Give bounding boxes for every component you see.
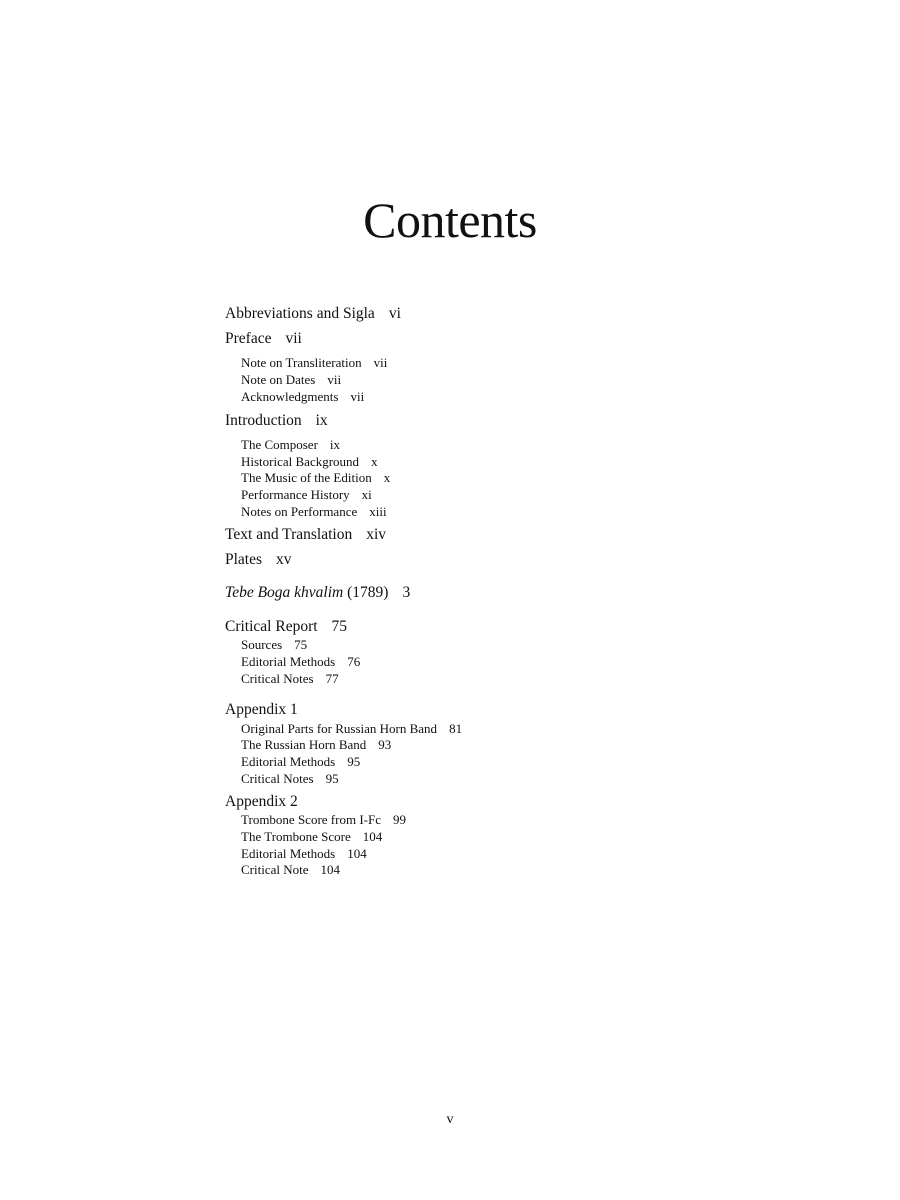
page-number: v (446, 1112, 454, 1127)
toc-entry-page: xiv (366, 526, 387, 543)
toc-subentry-title: Performance History (241, 487, 350, 502)
toc-subentry[interactable] (241, 354, 387, 371)
toc-entry-title: Plates (225, 551, 263, 568)
toc-subentry-page: x (383, 470, 391, 485)
toc-subentry-page: 104 (347, 846, 367, 861)
toc-subentry-title: Critical Note (241, 862, 309, 877)
toc-subentry[interactable] (241, 753, 360, 770)
toc-subentry-page: x (371, 454, 378, 469)
toc-subentry-title: Note on Dates (241, 372, 316, 387)
toc-entry-page: vii (285, 330, 302, 347)
toc-subentry-page: vii (350, 389, 365, 404)
toc-subentry[interactable] (241, 436, 340, 453)
toc-subentry-title: Trombone Score from I-Fc (241, 812, 381, 827)
toc-subentry-page: 81 (449, 721, 463, 736)
toc-subentry[interactable] (241, 670, 339, 687)
toc-subentry-title: The Russian Horn Band (241, 737, 367, 752)
toc-entry-appendix-1[interactable] (225, 700, 298, 720)
toc-subentry-title: Critical Notes (241, 771, 314, 786)
toc-subentry[interactable] (241, 811, 406, 828)
toc-entry-page: 75 (331, 618, 348, 635)
toc-entry-title: Abbreviations and Sigla (225, 305, 375, 322)
toc-subentry[interactable] (241, 770, 339, 787)
toc-subentry-page: 104 (362, 829, 383, 844)
toc-entry-page: 3 (402, 584, 411, 601)
toc-entry-title: Introduction (225, 412, 302, 429)
toc-entry-introduction[interactable] (225, 411, 328, 431)
toc-subentry-page: 93 (378, 737, 392, 752)
toc-subentry[interactable] (241, 453, 378, 470)
toc-subentry[interactable] (241, 371, 341, 388)
toc-subentry[interactable] (241, 828, 382, 845)
toc-subentry-title: Notes on Performance (241, 504, 358, 519)
toc-entry-plates[interactable] (225, 550, 292, 570)
toc-entry-page: ix (315, 412, 328, 429)
toc-subentry-title: Editorial Methods (241, 846, 336, 861)
toc-subentry-page: xi (361, 487, 372, 502)
toc-subentry-page: 95 (325, 771, 339, 786)
toc-entry-score[interactable] (225, 583, 410, 603)
toc-subentry-title: Editorial Methods (241, 654, 336, 669)
toc-subentry[interactable] (241, 388, 364, 405)
toc-subentry[interactable] (241, 636, 307, 653)
toc-subentry-page: 75 (294, 637, 308, 652)
toc-subentry-page: 104 (320, 862, 341, 877)
toc-entry-appendix-2[interactable] (225, 792, 298, 812)
toc-subentry-title: The Composer (241, 437, 318, 452)
toc-subentry[interactable] (241, 720, 462, 737)
toc-entry-title: Critical Report (225, 618, 318, 635)
toc-subentry[interactable] (241, 469, 390, 486)
toc-entry-title: Appendix 1 (225, 701, 298, 718)
toc-subentry-title: Note on Transliteration (241, 355, 362, 370)
toc-entry-page: xv (276, 551, 292, 568)
toc-entry-critical-report[interactable] (225, 617, 347, 637)
toc-subentry-title: Historical Background (241, 454, 360, 469)
page-title: Contents (363, 192, 537, 248)
toc-entry-title: Preface (225, 330, 272, 347)
toc-entry-page: vi (388, 305, 401, 322)
toc-subentry[interactable] (241, 486, 372, 503)
toc-entry-title: Text and Translation (225, 526, 353, 543)
toc-entry-text-translation[interactable] (225, 525, 386, 545)
toc-subentry-title: Critical Notes (241, 671, 314, 686)
toc-entry-preface[interactable] (225, 329, 302, 349)
toc-subentry-title: The Music of the Edition (241, 470, 372, 485)
toc-entry-title-italic: Tebe Boga khvalim (225, 584, 344, 601)
toc-subentry-page: 77 (325, 671, 339, 686)
toc-subentry-title: Editorial Methods (241, 754, 336, 769)
toc-subentry-title: Original Parts for Russian Horn Band (241, 721, 438, 736)
toc-entry-title: Appendix 2 (225, 793, 298, 810)
toc-subentry[interactable] (241, 736, 391, 753)
toc-subentry[interactable] (241, 503, 387, 520)
toc-subentry-title: The Trombone Score (241, 829, 351, 844)
toc-subentry[interactable] (241, 845, 367, 862)
toc-subentry-page: xiii (369, 504, 387, 519)
toc-subentry-page: vii (373, 355, 388, 370)
toc-subentry-title: Sources (241, 637, 283, 652)
toc-subentry-page: vii (327, 372, 342, 387)
toc-subentry-page: 95 (347, 754, 361, 769)
toc-subentry-title: Acknowledgments (241, 389, 339, 404)
toc-subentry-page: 99 (392, 812, 406, 827)
toc-subentry[interactable] (241, 653, 360, 670)
toc-entry-abbreviations[interactable] (225, 304, 401, 324)
toc-subentry-page: ix (329, 437, 341, 452)
toc-subentry[interactable] (241, 861, 340, 878)
toc-entry-year: (1789) (347, 584, 389, 601)
toc-subentry-page: 76 (347, 654, 361, 669)
